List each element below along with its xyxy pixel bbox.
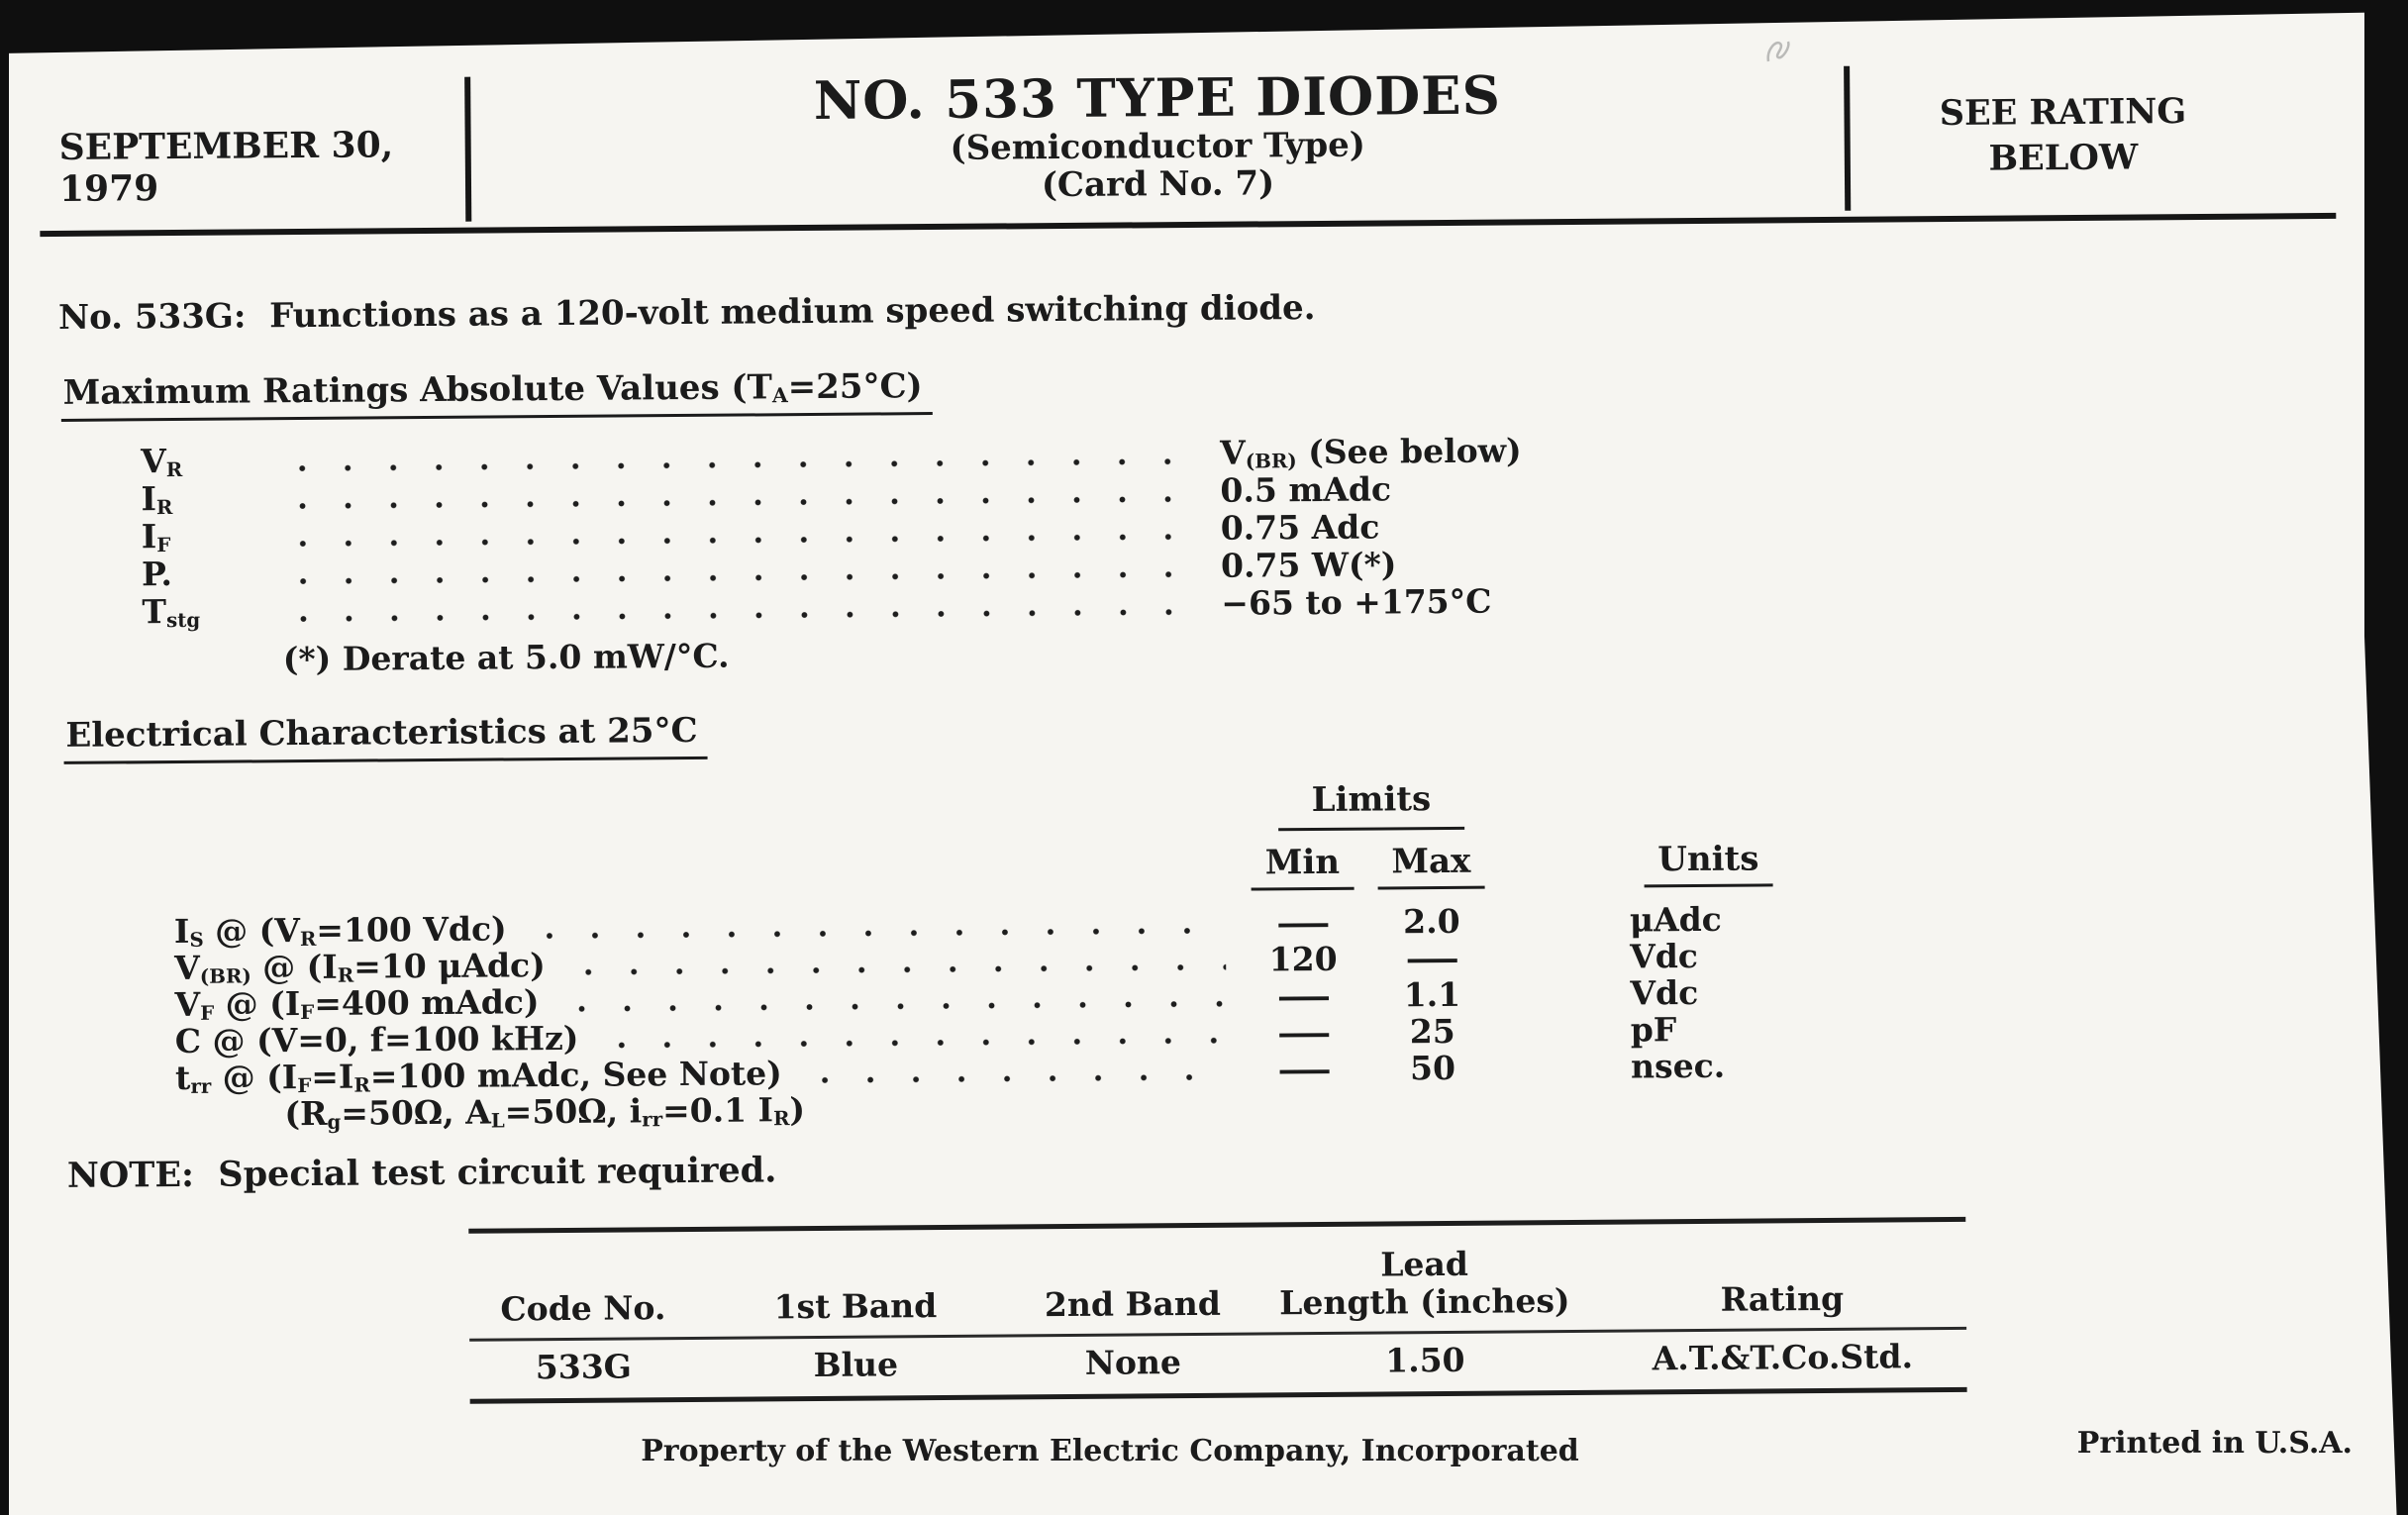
rating-value: −65 to +175°C [1221, 581, 1492, 623]
page-title: NO. 533 TYPE DIODES [813, 64, 1502, 132]
band-column-header [697, 1286, 1014, 1327]
spacer [1501, 932, 1590, 933]
band-column-header [1251, 1245, 1598, 1323]
dot-leader [592, 1035, 1226, 1052]
rating-symbol: $I_F$ [141, 517, 171, 556]
dash: — [1403, 938, 1460, 978]
dot-leader [553, 998, 1227, 1015]
band-column-header [469, 1289, 697, 1329]
header-line: Rating [1720, 1278, 1845, 1319]
header-line: Length (inches) [1279, 1280, 1570, 1323]
rating-symbol: $V_R$ [141, 442, 183, 481]
function-description: No. 533G: Functions as a 120-volt medium speed switching diode. [57, 287, 1316, 338]
band-cell: 1.50 [1385, 1340, 1465, 1380]
dot-leader [796, 1071, 1227, 1086]
band-cell: None [1084, 1343, 1182, 1382]
dash: — [1275, 1049, 1333, 1089]
header-line: 2nd Band [1044, 1283, 1221, 1325]
dash: — [1274, 902, 1332, 943]
band-cell: A.T.&T.Co.Std. [1652, 1337, 1914, 1378]
dash: — [1275, 975, 1332, 1016]
rating-value: $V_{(BR)}$ (See below) [1219, 431, 1522, 473]
max-ratings-rows [141, 429, 1914, 631]
dot-leader [273, 455, 1202, 474]
page-content [9, 47, 2375, 1408]
page-subtitle-type: (Semiconductor Type) [950, 125, 1366, 169]
dot-leader [274, 568, 1203, 587]
pencil-mark [1764, 36, 1804, 69]
max-ratings-heading: Maximum Ratings Absolute Values $(T_A=25^\circ C)$ [60, 366, 932, 422]
header-line: Code No. [500, 1288, 666, 1329]
value-cell [1244, 977, 1362, 1015]
limits-label: Limits [1277, 779, 1464, 831]
rating-value: 0.5 mAdc [1220, 469, 1392, 510]
header-line: 1st Band [773, 1286, 938, 1327]
rating-value: 0.75 W(*) [1220, 545, 1397, 585]
issue-date: SEPTEMBER 30, 1979 [58, 124, 394, 210]
rating-note [1850, 58, 2276, 212]
property-notice: Property of the Western Electric Company, Incorporated [641, 1434, 1579, 1468]
band-column-header [1598, 1279, 1966, 1320]
value-cell [1245, 1117, 1363, 1118]
units-cell: nsec. [1630, 1046, 1726, 1086]
units-cell [1591, 1113, 1829, 1115]
value-cell: 120 [1268, 939, 1338, 979]
rating-value: 0.75 Adc [1220, 507, 1380, 548]
spacer [1501, 968, 1590, 969]
rating-note-line2: BELOW [1988, 137, 2139, 179]
band-cell: Blue [813, 1345, 899, 1384]
value-cell [1245, 1014, 1363, 1052]
units-cell: μAdc [1629, 899, 1722, 940]
dot-leader [559, 961, 1226, 978]
value-cell: 25 [1409, 1011, 1455, 1052]
spacer [1502, 1042, 1591, 1043]
rating-symbol: $T_{stg}$ [142, 592, 201, 632]
band-table [468, 1217, 1966, 1404]
dot-leader [273, 493, 1202, 512]
page-subtitle-card: (Card No. 7) [1041, 163, 1275, 206]
band-table-header-row [468, 1222, 1966, 1339]
dot-leader [274, 531, 1203, 550]
limits-label-cell [1243, 779, 1500, 834]
spacer [1502, 1005, 1591, 1006]
value-cell [1362, 940, 1501, 977]
band-cell: 533G [535, 1347, 633, 1387]
scan-edge-left [0, 0, 9, 1515]
value-cell: 2.0 [1403, 901, 1460, 942]
value-cell: 50 [1409, 1048, 1456, 1088]
electrical-table [173, 772, 2373, 1133]
characteristic-label [175, 1088, 1245, 1133]
units-column-header: Units [1589, 829, 1827, 888]
header-line: Lead [1380, 1244, 1469, 1284]
max-column-header: Max [1361, 832, 1500, 890]
units-cell: pF [1630, 1010, 1677, 1050]
characteristic-text: $V_{(BR)}$ @ ($I_R=10$ μAdc) [174, 946, 546, 988]
units-cell: Vdc [1630, 972, 1699, 1013]
header [58, 58, 2276, 227]
min-column-header: Min [1243, 833, 1361, 891]
value-cell [1244, 904, 1362, 942]
title-block [470, 62, 1845, 224]
spacer [1502, 1078, 1591, 1079]
characteristic-text: $t_{rr}$ @ ($I_F=I_R=100$ mAdc, See Note) [174, 1054, 782, 1098]
rating-symbol: $I_R$ [141, 479, 173, 519]
electrical-rows [174, 896, 2373, 1133]
characteristic-text: $I_S$ @ ($V_R=100$ Vdc) [173, 909, 507, 952]
characteristic-text: $V_F$ @ ($I_F=400$ mAdc) [174, 982, 540, 1025]
spacer [1502, 1115, 1591, 1116]
units-cell: Vdc [1630, 936, 1699, 976]
rating-note-line1: SEE RATING [1939, 91, 2187, 135]
dot-leader [521, 925, 1226, 943]
characteristic-text: C @ (V=0, f=100 kHz) [174, 1018, 579, 1061]
electrical-heading: Electrical Characteristics at 25°C [63, 711, 708, 764]
value-cell [1245, 1051, 1363, 1088]
value-cell: 1.1 [1403, 974, 1461, 1015]
derate-footnote: (*) Derate at 5.0 mW/°C. [282, 636, 730, 679]
characteristic-text: ($R_g=50\Omega$, $A_L=50\Omega$, $i_{rr}=0.1$ $I_R$) [284, 1090, 806, 1134]
value-cell [1363, 1116, 1502, 1117]
dash: — [1275, 1012, 1332, 1053]
dot-leader [274, 606, 1203, 625]
special-note: NOTE: Special test circuit required. [66, 1150, 777, 1196]
printed-in-usa: Printed in U.S.A. [2076, 1426, 2353, 1461]
rating-symbol: P. [141, 555, 173, 594]
band-column-header [1014, 1285, 1252, 1325]
